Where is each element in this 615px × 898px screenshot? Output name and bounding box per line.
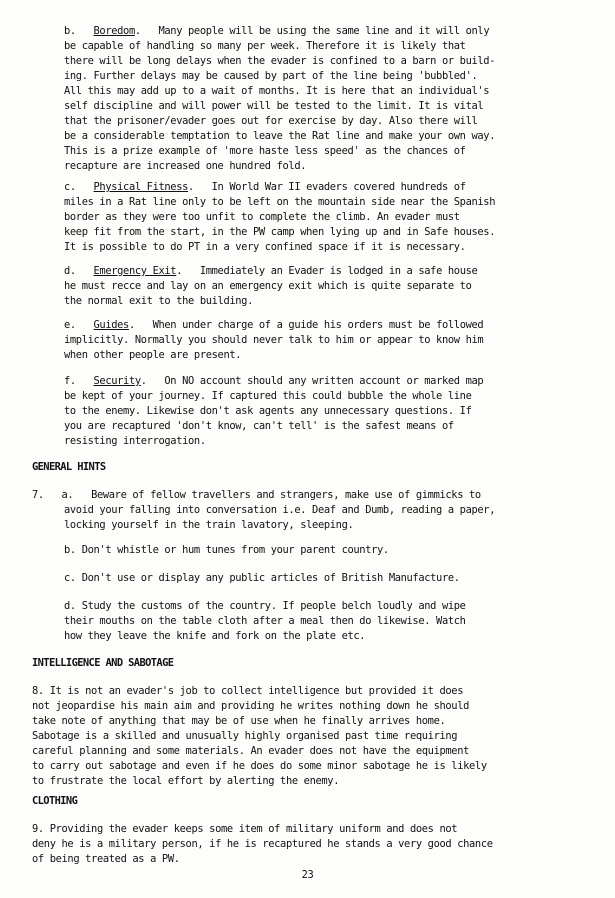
paragraph-b-line: be capable of handling so many per week. Therefore it is likely that bbox=[64, 40, 466, 52]
paragraph-b-line: ing. Further delays may be caused by part of the line being 'bubbled'. bbox=[64, 70, 478, 82]
hint-7b: b. Don't whistle or hum tunes from your parent country. bbox=[64, 544, 389, 556]
paragraph-8-line: take note of anything that may be of use when he finally arrives home. bbox=[32, 715, 446, 727]
paragraph-b: b. Boredom. Many people will be using the same line and it will only be capable of handling so many per week. Therefore it is likely that there will be long delays when the evader is confined to a barn or build- ing. Further delays may be caused by part of the line being 'bubbled'. All this may add up to a wait of months. It is here that an individual's self discipline and will power will be tested to the limit. It is vital that the prisoner/evader goes out for exercise by day. Also there will be a considerable temptation to leave the Rat line and make your own way. This is a prize example of 'more haste less speed' as the chances of recapture are increased one hundred fold. bbox=[64, 24, 590, 174]
paragraph-8-line: to carry out sabotage and even if he does do some minor sabotage he is likely bbox=[32, 760, 487, 772]
paragraph-f-prefix: f. bbox=[64, 375, 76, 387]
paragraph-9-line: of being treated as a PW. bbox=[32, 853, 180, 865]
paragraph-b-line: This is a prize example of 'more haste less speed' as the chances of bbox=[64, 145, 466, 157]
hint-7a-line: locking yourself in the train lavatory, sleeping. bbox=[64, 519, 354, 531]
paragraph-8-line: Sabotage is a skilled and unusually highly organised past time requiring bbox=[32, 730, 458, 742]
paragraph-b-line: All this may add up to a wait of months. It is here that an individual's bbox=[64, 85, 490, 97]
paragraph-c-line: border as they were too unfit to complete the climb. An evader must bbox=[64, 211, 460, 223]
paragraph-8-line: 8. It is not an evader's job to collect intelligence but provided it does bbox=[32, 685, 464, 697]
paragraph-c-prefix: c. bbox=[64, 181, 76, 193]
paragraph-b-line: that the prisoner/evader goes out for exercise by day. Also there will bbox=[64, 115, 478, 127]
paragraph-c-line: It is possible to do PT in a very confined space if it is necessary. bbox=[64, 241, 466, 253]
paragraph-d-title: Emergency Exit bbox=[93, 265, 177, 277]
paragraph-b-line: self discipline and will power will be tested to the limit. It is vital bbox=[64, 100, 484, 112]
paragraph-c-line: keep fit from the start, in the PW camp when lying up and in Safe houses. bbox=[64, 226, 496, 238]
paragraph-8-line: careful planning and some materials. An evader does not have the equipment bbox=[32, 745, 470, 757]
paragraph-e-title: Guides bbox=[93, 319, 129, 331]
hint-7-number: 7. bbox=[32, 489, 44, 501]
paragraph-f: f. Security. On NO account should any written account or marked map be kept of your journey. If captured this could bubble the whole line to the enemy. Likewise don't ask agents any unnecessary questions. If you are recaptured 'don't know, can't tell' is the safest means of resisting interrogation. bbox=[64, 374, 590, 449]
paragraph-f-line: On NO account should any written account or marked map bbox=[164, 375, 484, 387]
paragraph-c-title: Physical Fitness bbox=[93, 181, 189, 193]
paragraph-b-title: Boredom bbox=[93, 25, 135, 37]
paragraph-9-line: 9. Providing the evader keeps some item of military uniform and does not bbox=[32, 823, 458, 835]
paragraph-9 bbox=[32, 822, 592, 867]
page-number: 23 bbox=[301, 869, 314, 881]
section-heading-clothing: CLOTHING bbox=[32, 795, 78, 807]
paragraph-e-line: implicitly. Normally you should never talk to him or appear to know him bbox=[64, 334, 484, 346]
hint-7d-line: how they leave the knife and fork on the plate etc. bbox=[64, 630, 366, 642]
paragraph-9-line: deny he is a military person, if he is recaptured he stands a very good chance bbox=[32, 838, 493, 850]
hint-7c: c. Don't use or display any public articles of British Manufacture. bbox=[64, 572, 460, 584]
paragraph-d-line: the normal exit to the building. bbox=[64, 295, 253, 307]
paragraph-b-prefix: b. bbox=[64, 25, 76, 37]
hint-7a-line: Beware of fellow travellers and strangers, make use of gimmicks to bbox=[91, 489, 481, 501]
paragraph-8 bbox=[32, 684, 592, 789]
paragraph-b-line: Many people will be using the same line and it will only bbox=[158, 25, 490, 37]
paragraph-f-line: to the enemy. Likewise don't ask agents any unnecessary questions. If bbox=[64, 405, 472, 417]
paragraph-c-line: miles in a Rat line only to be left on the mountain side near the Spanish bbox=[64, 196, 496, 208]
paragraph-d-prefix: d. bbox=[64, 265, 76, 277]
section-heading-intelligence: INTELLIGENCE AND SABOTAGE bbox=[32, 657, 174, 669]
paragraph-b-line: recapture are increased one hundred fold. bbox=[64, 160, 307, 172]
hint-7a-prefix: a. bbox=[61, 489, 74, 501]
hint-7a bbox=[32, 488, 592, 503]
paragraph-d: d. Emergency Exit. Immediately an Evader is lodged in a safe house he must recce and lay on an emergency exit which is quite separate to the normal exit to the building. bbox=[64, 264, 590, 309]
paragraph-f-title: Security bbox=[93, 375, 141, 387]
paragraph-b-line: be a considerable temptation to leave the Rat line and make your own way. bbox=[64, 130, 496, 142]
paragraph-8-line: not jeopardise his main aim and providing he writes nothing down he should bbox=[32, 700, 470, 712]
paragraph-d-line: he must recce and lay on an emergency exit which is quite separate to bbox=[64, 280, 472, 292]
paragraph-f-line: you are recaptured 'don't know, can't tell' is the safest means of bbox=[64, 420, 454, 432]
paragraph-8-line: to frustrate the local effort by alerting the enemy. bbox=[32, 775, 340, 787]
hint-7a-line: avoid your falling into conversation i.e. Deaf and Dumb, reading a paper, bbox=[64, 504, 496, 516]
hint-7d-line: their mouths on the table cloth after a meal then do likewise. Watch bbox=[64, 615, 466, 627]
paragraph-e: e. Guides. When under charge of a guide his orders must be followed implicitly. Normally you should never talk to him or appear to know him when other people are present. bbox=[64, 318, 590, 363]
paragraph-e-prefix: e. bbox=[64, 319, 76, 331]
section-heading-general-hints: GENERAL HINTS bbox=[32, 461, 106, 473]
paragraph-c: c. Physical Fitness. In World War II evaders covered hundreds of miles in a Rat line only to be left on the mountain side near the Spanish border as they were too unfit to complete the climb. An evader must keep fit from the start, in the PW camp when lying up and in Safe houses. It is possible to do PT in a very confined space if it is necessary. bbox=[64, 180, 590, 255]
hint-7d-line: d. Study the customs of the country. If people belch loudly and wipe bbox=[64, 600, 466, 612]
hint-7d bbox=[64, 599, 590, 644]
paragraph-d-line: Immediately an Evader is lodged in a safe house bbox=[199, 265, 478, 277]
paragraph-e-line: When under charge of a guide his orders must be followed bbox=[152, 319, 484, 331]
paragraph-f-line: be kept of your journey. If captured this could bubble the whole line bbox=[64, 390, 472, 402]
paragraph-b-line: there will be long delays when the evader is confined to a barn or build- bbox=[64, 55, 496, 67]
hint-7a-continued bbox=[64, 503, 590, 533]
paragraph-c-line: In World War II evaders covered hundreds of bbox=[211, 181, 466, 193]
paragraph-e-line: when other people are present. bbox=[64, 349, 242, 361]
paragraph-f-line: resisting interrogation. bbox=[64, 435, 206, 447]
